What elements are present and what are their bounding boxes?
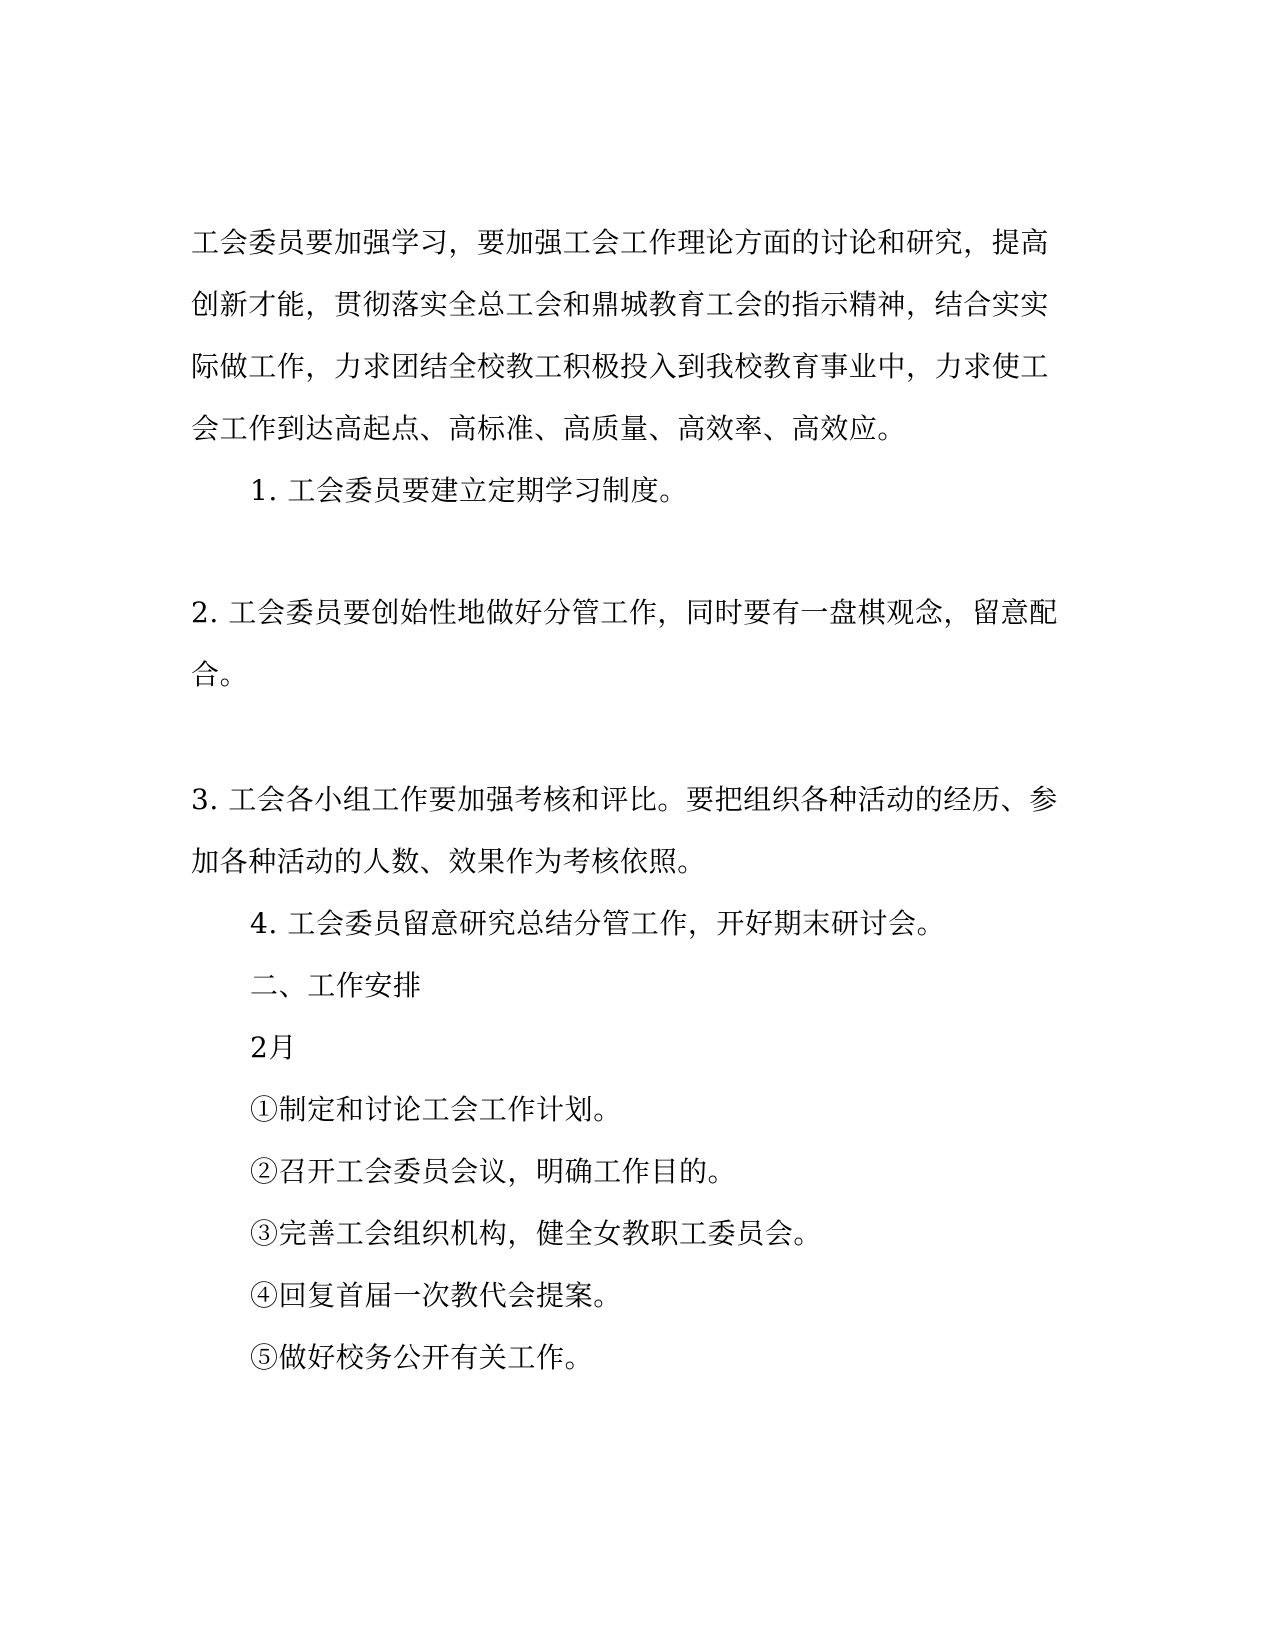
intro-line-2: 创新才能，贯彻落实全总工会和鼎城教育工会的指示精神，结合实实: [191, 288, 1050, 321]
item-2-line-1: 2. 工会委员要创始性地做好分管工作，同时要有一盘棋观念，留意配: [191, 596, 1058, 629]
task-4: ④回复首届一次教代会提案。: [250, 1279, 622, 1312]
task-2: ②召开工会委员会议，明确工作目的。: [250, 1155, 737, 1188]
task-1: ①制定和讨论工会工作计划。: [250, 1093, 622, 1126]
item-3-line-2: 加各种活动的人数、效果作为考核依照。: [191, 845, 706, 878]
intro-line-1: 工会委员要加强学习，要加强工会工作理论方面的讨论和研究，提高: [191, 226, 1050, 259]
item-2-line-2: 合。: [191, 658, 249, 691]
intro-line-3: 际做工作，力求团结全校教工积极投入到我校教育事业中，力求使工: [191, 350, 1050, 383]
task-5: ⑤做好校务公开有关工作。: [250, 1341, 594, 1374]
item-1: 1. 工会委员要建立定期学习制度。: [250, 474, 688, 507]
item-3-line-1: 3. 工会各小组工作要加强考核和评比。要把组织各种活动的经历、参: [191, 783, 1058, 816]
item-4: 4. 工会委员留意研究总结分管工作，开好期末研讨会。: [250, 907, 946, 940]
task-3: ③完善工会组织机构，健全女教职工委员会。: [250, 1217, 823, 1250]
section-heading: 二、工作安排: [250, 969, 422, 1002]
intro-line-4: 会工作到达高起点、高标准、高质量、高效率、高效应。: [191, 412, 907, 445]
month-label: 2月: [250, 1031, 298, 1064]
